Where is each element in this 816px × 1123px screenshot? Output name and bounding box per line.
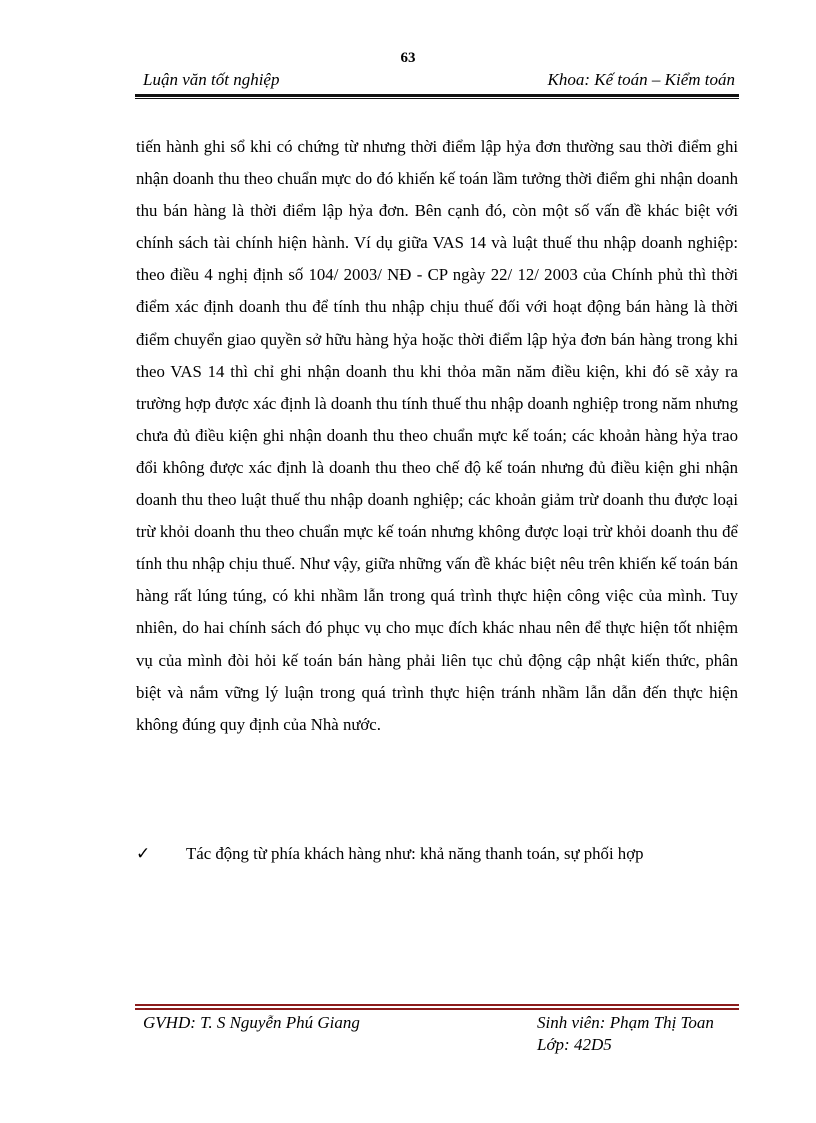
page-header [135, 70, 739, 92]
footer-class: Lớp: 42D5 [537, 1035, 612, 1054]
checkmark-icon: ✓ [136, 844, 151, 864]
header-thesis-title: Luận văn tốt nghiệp [143, 70, 280, 89]
header-faculty: Khoa: Kế toán – Kiểm toán [547, 70, 735, 89]
header-divider [135, 94, 739, 99]
body-paragraph: tiến hành ghi sổ khi có chứng từ nhưng thời điểm lập hỷa đơn thường sau thời điểm ghi nhận doanh thu theo chuẩn mực do đó khiến kế toán lầm tưởng thời điểm ghi nhận doanh thu bán hàng là thời điểm lập hỷa đơn. Bên cạnh đó, còn một số vấn đề khác biệt với chính sách tài chính hiện hành. Ví dụ giữa VAS 14 và luật thuế thu nhập doanh nghiệp: theo điều 4 nghị định số 104/ 2003/ NĐ - CP ngày 22/ 12/ 2003 của Chính phủ thì thời điểm xác định doanh thu để tính thu nhập chịu thuế đối với hoạt động bán hàng là thời điểm chuyển giao quyền sở hữu hàng hỷa hoặc thời điểm lập hỷa đơn bán hàng trong khi theo VAS 14 thì chỉ ghi nhận doanh thu khi thỏa mãn năm điều kiện, khi đó sẽ xảy ra trường hợp được xác định là doanh thu tính thuế thu nhập doanh nghiệp trong năm nhưng chưa đủ điều kiện ghi nhận doanh thu theo chuẩn mực kế toán; các khoản hàng hỷa trao đổi không được xác định là doanh thu theo chế độ kế toán nhưng đủ điều kiện ghi nhận doanh thu theo luật thuế thu nhập doanh nghiệp; các khoản giảm trừ doanh thu được loại trừ khỏi doanh thu theo chuẩn mực kế toán nhưng không được loại trừ khỏi doanh thu để tính thu nhập chịu thuế. Như vậy, giữa những vấn đề khác biệt nêu trên khiến kế toán bán hàng rất lúng túng, có khi nhầm lẫn trong quá trình thực hiện công việc của mình. Tuy nhiên, do hai chính sách đó phục vụ cho mục đích khác nhau nên để thực hiện tốt nhiệm vụ của mình đòi hỏi kế toán bán hàng phải liên tục chủ động cập nhật kiến thức, phân biệt và nắm vững lý luận trong quá trình thực hiện tránh nhầm lẫn dẫn đến thực hiện không đúng quy định của Nhà nước. [136, 137, 738, 734]
footer-student: Sinh viên: Phạm Thị Toan [537, 1013, 714, 1032]
page-number: 63 [400, 50, 416, 66]
footer-advisor: GVHD: T. S Nguyễn Phú Giang [143, 1013, 360, 1032]
body-text [136, 131, 738, 741]
bullet-item-text: Tác động từ phía khách hàng như: khả năng thanh toán, sự phối hợp [186, 844, 644, 863]
footer-divider [135, 1004, 739, 1010]
